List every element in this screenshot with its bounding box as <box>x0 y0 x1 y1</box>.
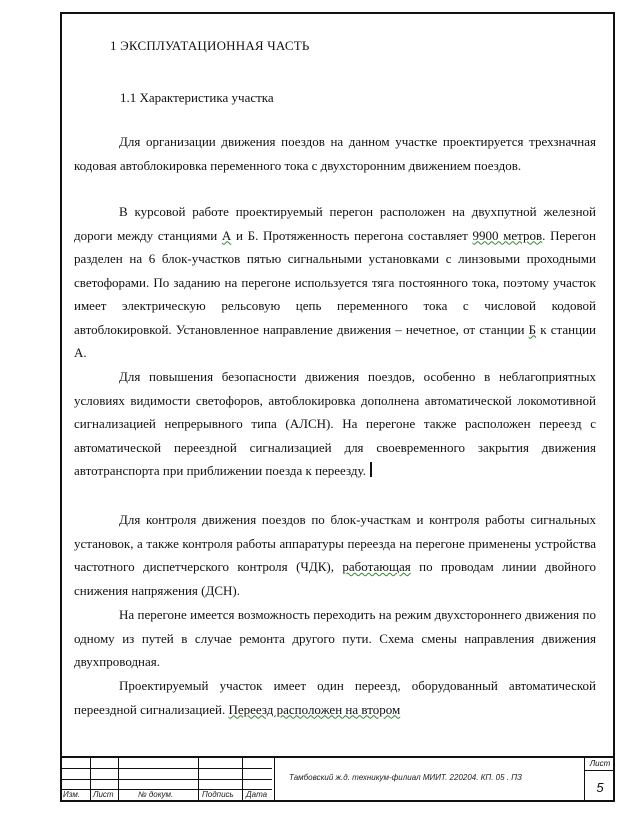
stamp-revision-grid <box>60 758 272 802</box>
paragraph-3-text: Для повышения безопасности движения поездов, особенно в неблагоприятных условиях видимости светофоров, автоблокировка дополнена автоматической локомотивной сигнализацией непрерывного типа (АЛСН). На перегоне также расположен переезд с автоматической переездной сигнализацией для своевременного закрытия движения автотранспорта при приближении поезда к переезду. <box>74 369 596 478</box>
paragraph-2-station-b: Б <box>528 321 537 337</box>
sheet-divider <box>585 770 615 771</box>
paragraph-6-text-a: Проектируемый участок имеет один переезд, оборудованный автоматической переездной сигнализацией. <box>74 678 596 717</box>
paragraph-1: Для организации движения поездов на данном участке проектируется трехзначная кодовая автоблокировка переменного тока с двухсторонним движением поездов. <box>74 134 596 173</box>
stamp-sheet-box <box>584 758 615 802</box>
stamp-col-line <box>242 758 243 802</box>
paragraph-4 <box>74 508 596 602</box>
paragraph-2-text-a: В курсовой работе проектируемый перегон расположен на двухпутной железной дороги между станциями <box>74 204 596 243</box>
sheet-label: Лист <box>589 759 611 768</box>
title-block-stamp <box>60 756 615 802</box>
paragraph-2 <box>74 200 596 365</box>
paragraph-2-length: 9900 метров <box>472 227 543 243</box>
stamp-col-signature: Подпись <box>202 790 234 799</box>
section-heading: 1 ЭКСПЛУАТАЦИОННАЯ ЧАСТЬ <box>110 38 310 53</box>
paragraph-2-text-e: . Перегон разделен на 6 блок-участков пятью сигнальными установками с линзовыми проходными светофорами. По заданию на перегоне используется тяга постоянного тока, поэтому участок имеет электрическую рельсовую цепь переменного тока с числовой кодовой автоблокировкой. Установленное направление движения – нечетное, от станции <box>74 227 596 337</box>
stamp-col-change: Изм. <box>63 790 81 799</box>
stamp-col-line <box>90 758 91 802</box>
paragraph-4-text-a: Для контроля движения поездов по блок-участкам и контроля работы сигнальных установок, а также контроля работы аппаратуры переезда на перегоне применены устройства частотного диспетчерского контроля (ЧДК), <box>74 512 596 574</box>
subsection-heading: 1.1 Характеристика участка <box>120 90 274 105</box>
stamp-col-date: Дата <box>246 790 268 799</box>
stamp-col-sheet: Лист <box>93 790 114 799</box>
stamp-col-line <box>198 758 199 802</box>
stamp-col-doc-number: № докум. <box>138 790 174 799</box>
paragraph-3 <box>74 365 596 483</box>
stamp-row-line <box>60 779 272 780</box>
document-designation: Тамбовский ж.д. техникум-филиал МИИТ. 220204. КП. 05 . ПЗ <box>289 773 522 782</box>
paragraph-2-text-g: к станции А. <box>74 321 596 360</box>
stamp-row-line <box>60 768 272 769</box>
stamp-title-block <box>274 758 585 802</box>
paragraph-2-station-a: А <box>221 227 232 243</box>
paragraph-2-text-c: и Б. Протяженность перегона составляет <box>231 227 473 243</box>
stamp-col-line <box>118 758 119 802</box>
paragraph-4-text-c: по проводам линии двойного снижения напряжения (ДСН). <box>74 559 596 598</box>
paragraph-6 <box>74 674 596 721</box>
paragraph-4-underlined-word: работающая <box>342 559 411 574</box>
sheet-number: 5 <box>596 780 604 795</box>
paragraph-6-underlined-text: Переезд расположен на втором <box>228 701 401 717</box>
text-cursor <box>370 462 372 477</box>
paragraph-5: На перегоне имеется возможность переходить на режим двухстороннего движения по одному из путей в случае ремонта другого пути. Схема смены направления движения двухпроводная. <box>74 607 596 669</box>
